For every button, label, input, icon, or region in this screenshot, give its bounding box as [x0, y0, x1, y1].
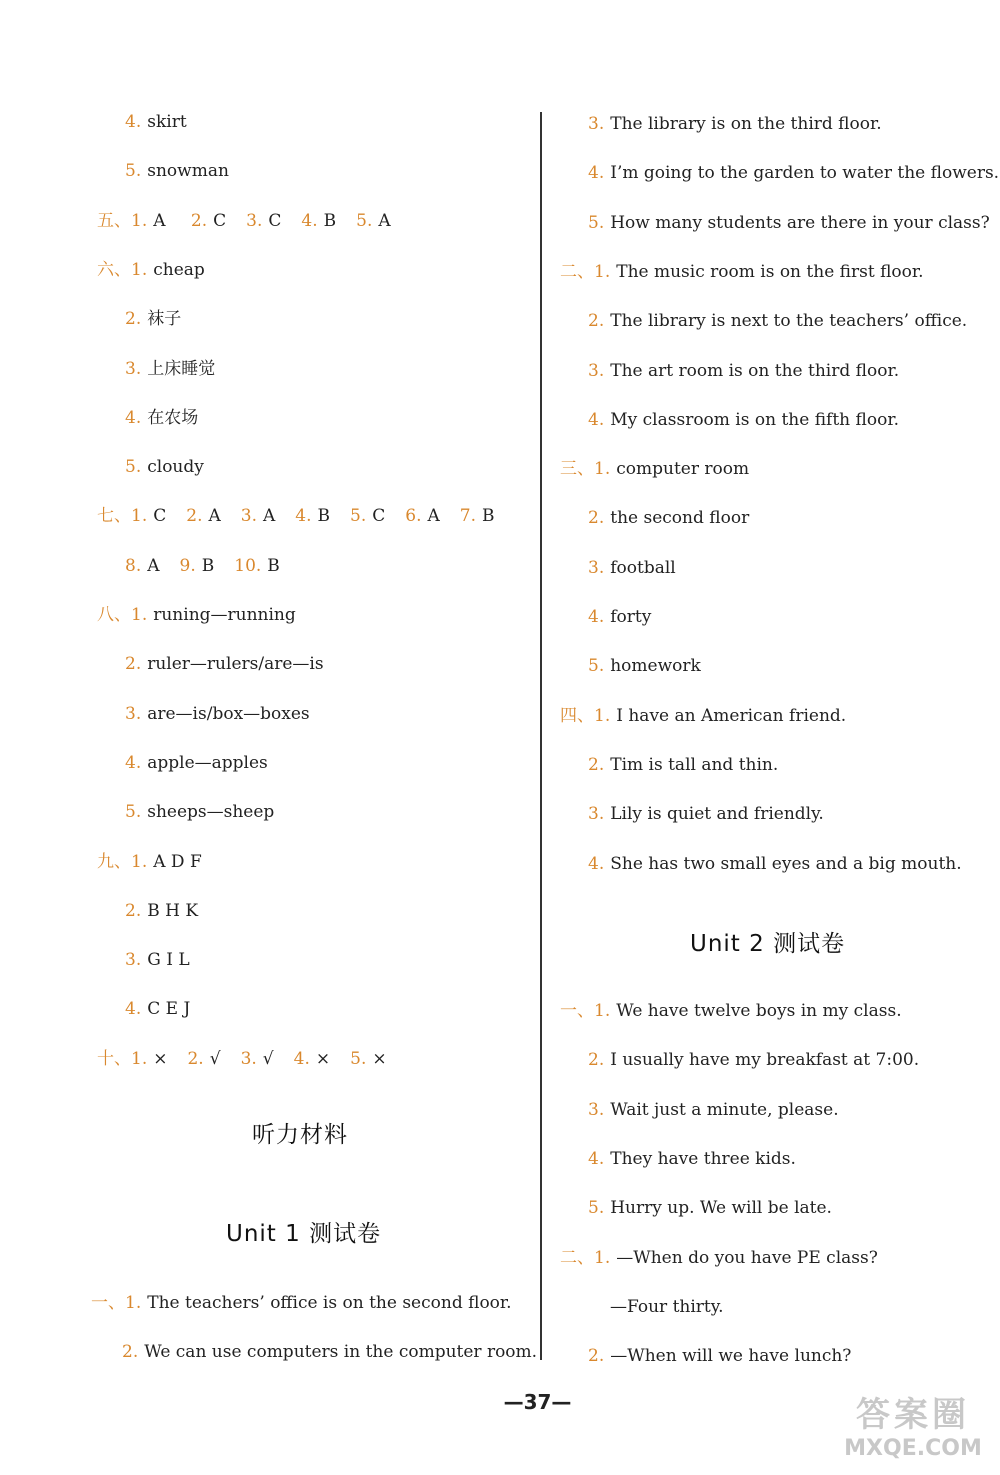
item-text: The teachers’ office is on the second floor.	[147, 1293, 512, 1313]
heading-unit1-test: Unit 1 测试卷	[226, 1221, 382, 1247]
item-text: B	[482, 506, 495, 526]
item-text: runing—running	[153, 605, 296, 625]
answer-line	[560, 1001, 902, 1021]
item-number: 6.	[405, 506, 422, 526]
item-text: I have an American friend.	[616, 706, 847, 726]
item-number: 5.	[588, 213, 605, 233]
answer-line	[604, 1297, 724, 1317]
item-text: skirt	[147, 112, 187, 132]
answer-line	[125, 309, 181, 329]
item-text: ruler—rulers/are—is	[147, 654, 324, 674]
item-number: 5.	[588, 1198, 605, 1218]
item-text: 上床睡觉	[147, 359, 216, 379]
item-text: I usually have my breakfast at 7:00.	[610, 1050, 920, 1070]
answer-line	[125, 161, 229, 181]
answer-line	[97, 1049, 387, 1069]
watermark-top: 答案圈	[856, 1395, 970, 1435]
item-number: 九、1.	[97, 852, 148, 872]
answer-line	[588, 1346, 851, 1366]
item-text: She has two small eyes and a big mouth.	[610, 854, 962, 874]
item-text: Lily is quiet and friendly.	[610, 804, 824, 824]
heading-unit2-test: Unit 2 测试卷	[690, 931, 846, 957]
answer-line	[588, 656, 701, 676]
item-text: They have three kids.	[610, 1149, 796, 1169]
answer-line	[91, 1293, 512, 1313]
item-text: B	[323, 211, 337, 231]
item-text: We can use computers in the computer room.	[144, 1342, 538, 1362]
item-text: —Four thirty.	[610, 1297, 724, 1317]
item-number: 3.	[125, 704, 142, 724]
item-text: —When do you have PE class?	[616, 1248, 878, 1268]
answer-line	[588, 755, 778, 775]
item-text: A	[427, 506, 440, 526]
item-text: 在农场	[147, 408, 199, 428]
item-number: 5.	[350, 506, 367, 526]
item-number: 4.	[588, 607, 605, 627]
item-number: 2.	[125, 901, 142, 921]
item-number: 一、1.	[91, 1293, 142, 1313]
item-number: 2.	[588, 1346, 605, 1366]
item-number: 4.	[588, 163, 605, 183]
answer-line	[588, 114, 882, 134]
item-number: 3.	[588, 361, 605, 381]
answer-line	[588, 1050, 919, 1070]
item-text: Hurry up. We will be late.	[610, 1198, 832, 1218]
item-text: How many students are there in your class?	[610, 213, 990, 233]
answer-line	[588, 508, 749, 528]
item-text: forty	[610, 607, 652, 627]
item-text: A D F	[153, 852, 202, 872]
item-number: 2.	[588, 1050, 605, 1070]
item-number: 2.	[588, 508, 605, 528]
item-number: 七、1.	[97, 506, 148, 526]
answer-line	[588, 311, 967, 331]
item-text: 袜子	[147, 309, 182, 329]
item-text: My classroom is on the fifth floor.	[610, 410, 899, 430]
answer-line	[97, 852, 202, 872]
item-number: 八、1.	[97, 605, 148, 625]
item-number: 5.	[125, 457, 142, 477]
heading-listening-material: 听力材料	[252, 1122, 348, 1148]
item-text: Wait just a minute, please.	[610, 1100, 839, 1120]
item-text: C	[153, 506, 167, 526]
item-number: 4.	[125, 999, 142, 1019]
item-number: 5.	[350, 1049, 367, 1069]
answer-line	[588, 213, 990, 233]
item-number: 4.	[295, 506, 312, 526]
item-text: computer room	[616, 459, 750, 479]
answer-line	[588, 1100, 839, 1120]
item-text: The library is next to the teachers’ office.	[610, 311, 968, 331]
item-number: 十、1.	[97, 1049, 148, 1069]
item-number: 4.	[588, 1149, 605, 1169]
answer-line	[125, 457, 204, 477]
item-text: are—is/box—boxes	[147, 704, 310, 724]
item-text: homework	[610, 656, 701, 676]
item-text: The library is on the third floor.	[610, 114, 882, 134]
answer-line	[97, 260, 205, 280]
answer-line	[588, 361, 899, 381]
item-number: 三、1.	[560, 459, 611, 479]
item-number: 9.	[179, 556, 196, 576]
item-number: 3.	[588, 558, 605, 578]
answer-line	[588, 410, 899, 430]
item-text: —When will we have lunch?	[610, 1346, 852, 1366]
item-text: A	[378, 211, 391, 231]
item-number: 10.	[234, 556, 262, 576]
item-number: 5.	[588, 656, 605, 676]
item-number: 3.	[588, 1100, 605, 1120]
item-text: The art room is on the third floor.	[610, 361, 900, 381]
item-number: 3.	[125, 359, 142, 379]
page-number: —37—	[503, 1390, 572, 1414]
answer-line	[125, 950, 190, 970]
item-text: I’m going to the garden to water the flowers.	[610, 163, 1000, 183]
answer-line	[97, 506, 495, 526]
answer-line	[125, 359, 215, 379]
item-text: ×	[372, 1049, 387, 1069]
item-number: 4.	[125, 753, 142, 773]
item-number: 4.	[125, 408, 142, 428]
answer-line	[588, 1198, 832, 1218]
item-number: 2.	[125, 309, 142, 329]
answer-line	[125, 408, 198, 428]
item-number: 一、1.	[560, 1001, 611, 1021]
column-divider	[540, 112, 542, 1360]
answer-line	[125, 802, 274, 822]
answer-line	[97, 605, 296, 625]
item-number: 2.	[187, 1049, 204, 1069]
answer-line	[125, 753, 268, 773]
item-number: 2.	[190, 211, 208, 231]
item-number: 六、1.	[97, 260, 148, 280]
answer-line	[97, 211, 391, 231]
item-text: Tim is tall and thin.	[610, 755, 779, 775]
item-number: 二、1.	[560, 1248, 611, 1268]
answer-line	[588, 607, 651, 627]
item-text: cloudy	[147, 457, 204, 477]
answer-line	[588, 854, 962, 874]
item-number: 5.	[125, 161, 142, 181]
answer-line	[560, 706, 846, 726]
item-text: cheap	[153, 260, 205, 280]
item-text: A	[263, 506, 276, 526]
item-number: 8.	[125, 556, 142, 576]
answer-line	[560, 262, 924, 282]
answer-line	[125, 112, 187, 132]
item-number: 3.	[240, 1049, 257, 1069]
answer-line	[122, 1342, 537, 1362]
item-text: ×	[315, 1049, 331, 1069]
item-text: C	[213, 211, 227, 231]
item-text: C	[372, 506, 386, 526]
watermark-logo	[840, 1387, 986, 1469]
item-number: 5.	[125, 802, 142, 822]
item-number: 4.	[588, 410, 605, 430]
item-number: 2.	[125, 654, 142, 674]
answer-line	[125, 556, 280, 576]
item-number: 3.	[240, 506, 257, 526]
watermark-bottom: MXQE.COM	[844, 1436, 982, 1461]
answer-line	[560, 1248, 878, 1268]
item-number: 2.	[122, 1342, 139, 1362]
item-number: 二、1.	[560, 262, 611, 282]
item-text: G I L	[147, 950, 190, 970]
item-number: 四、1.	[560, 706, 611, 726]
item-number: 3.	[246, 211, 263, 231]
item-text: B	[201, 556, 215, 576]
item-number: 2.	[588, 755, 605, 775]
item-text: snowman	[147, 161, 229, 181]
answer-line	[560, 459, 749, 479]
item-text: apple—apples	[147, 753, 268, 773]
item-text: football	[610, 558, 676, 578]
answer-line	[125, 654, 324, 674]
item-number: 5.	[356, 211, 373, 231]
answer-line	[588, 558, 676, 578]
item-text: the second floor	[610, 508, 750, 528]
item-text: C	[268, 211, 282, 231]
item-text: A	[147, 556, 160, 576]
item-text: C E J	[147, 999, 191, 1019]
item-text: The music room is on the first floor.	[616, 262, 924, 282]
item-text: A	[208, 506, 221, 526]
answer-line	[588, 163, 999, 183]
item-text: A	[153, 211, 171, 231]
item-number: 4.	[588, 854, 605, 874]
item-text: B	[267, 556, 280, 576]
item-text: B H K	[147, 901, 199, 921]
answer-line	[125, 901, 198, 921]
item-text: √	[262, 1049, 274, 1069]
answer-line	[125, 999, 190, 1019]
item-number: 3.	[588, 804, 605, 824]
item-text: √	[209, 1049, 221, 1069]
answer-line	[125, 704, 310, 724]
answer-line	[588, 1149, 796, 1169]
item-number: 五、1.	[97, 211, 148, 231]
item-number: 2.	[588, 311, 605, 331]
answer-line	[588, 804, 824, 824]
item-text: sheeps—sheep	[147, 802, 275, 822]
item-number: 4.	[125, 112, 142, 132]
item-number: 4.	[293, 1049, 310, 1069]
item-number: 3.	[588, 114, 605, 134]
item-number: 4.	[301, 211, 318, 231]
item-number: 7.	[459, 506, 477, 526]
item-text: We have twelve boys in my class.	[616, 1001, 902, 1021]
item-text: B	[317, 506, 331, 526]
item-number: 3.	[125, 950, 142, 970]
item-text: ×	[153, 1049, 168, 1069]
item-number: 2.	[186, 506, 203, 526]
